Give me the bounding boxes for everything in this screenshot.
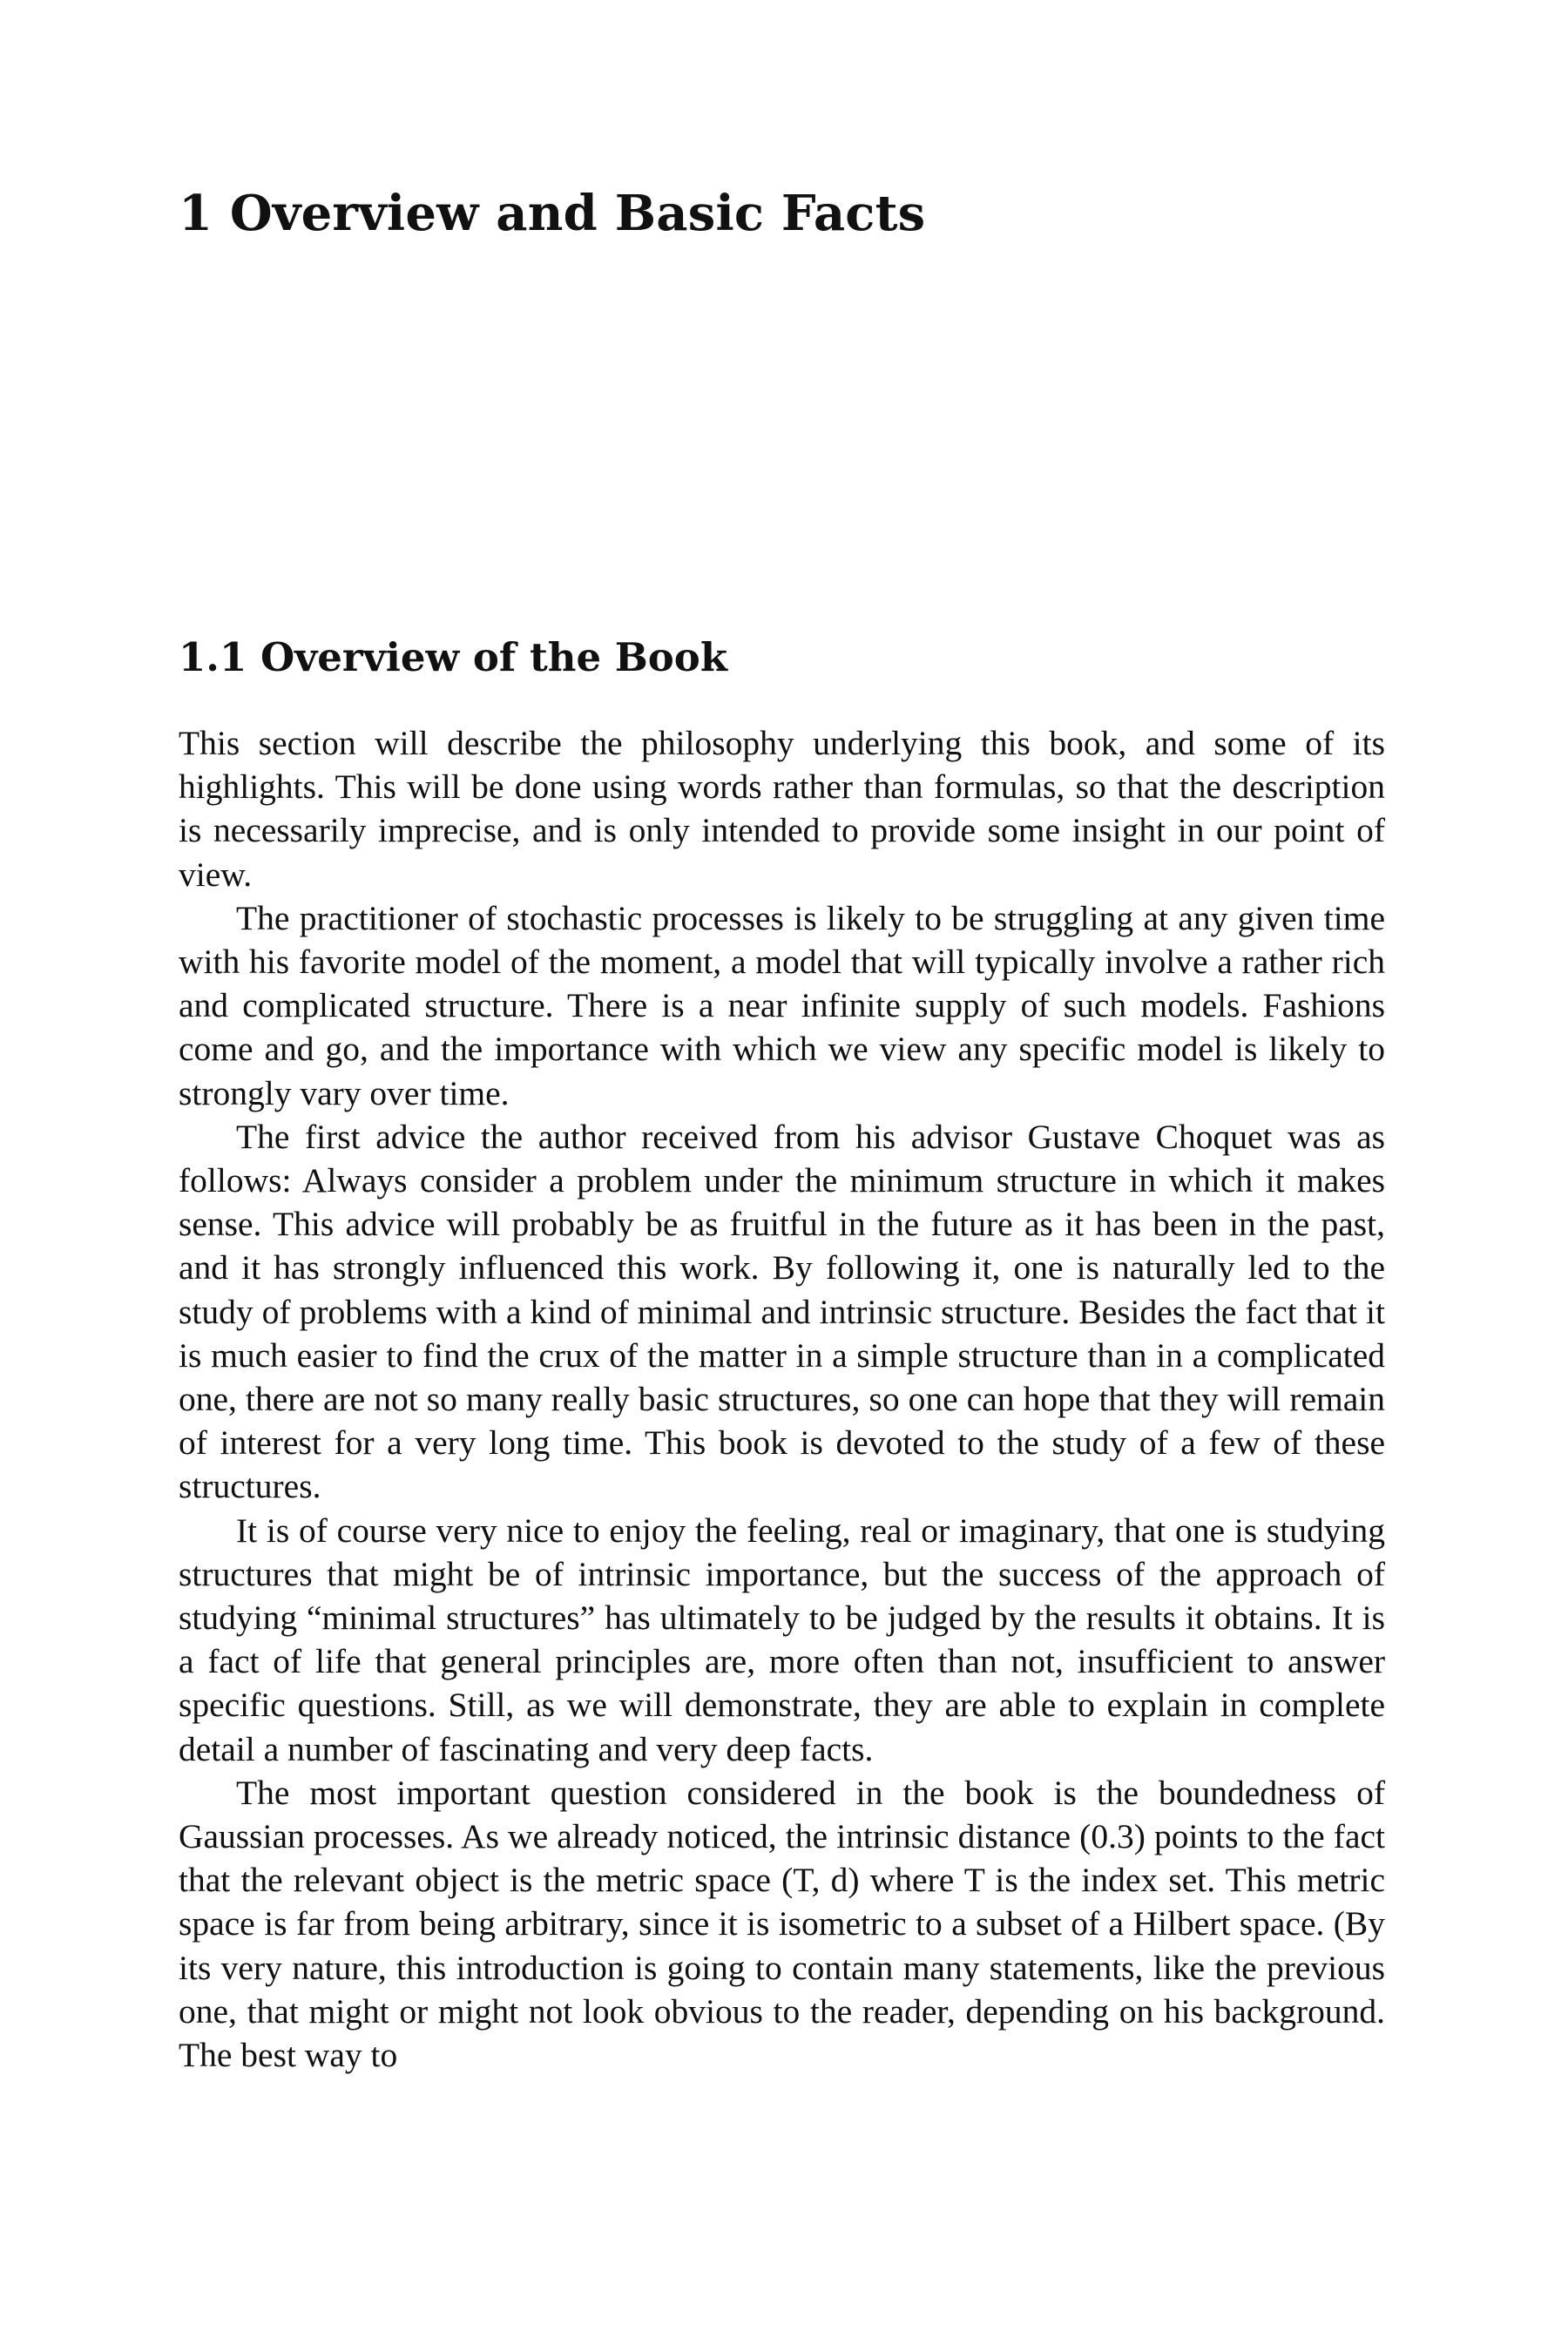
section-title: 1.1 Overview of the Book — [179, 634, 727, 680]
paragraph-gaussian-processes: The most important question considered in the book is the boundedness of Gaussian processes. As we already noticed, the intrinsic distance (0.3) points to the fact that the relevant object is the metric space (T, d) where T is the index set. This metric space is far from being arbitrary, since it is isometric to a subset of a Hilbert space. (By its very nature, this introduction is going to contain many statements, like the previous one, that might or might not look obvious to the reader, depending on his background. The best way to — [179, 1773, 1385, 2075]
paragraph-minimal-structures: It is of course very nice to enjoy the feeling, real or imaginary, that one is studying structures that might be of intrinsic importance, but the success of the approach of studying “minimal structures” has ultimately to be judged by the results it obtains. It is a fact of life that general principles are, more often than not, insufficient to answer specific questions. Still, as we will demonstrate, they are able to explain in complete detail a number of fascinating and very deep facts. — [179, 1511, 1385, 1768]
section-body — [179, 721, 1385, 2077]
chapter-title: 1 Overview and Basic Facts — [179, 185, 926, 242]
paragraph-philosophy: This section will describe the philosophy underlying this book, and some of its highlights. This will be done using words rather than formulas, so that the description is necessarily imprecise, and is only intended to provide some insight in our point of view. — [179, 724, 1385, 894]
paragraph-practitioner: The practitioner of stochastic processes is likely to be struggling at any given time with his favorite model of the moment, a model that will typically involve a rather rich and complicated structure. There is a near infinite supply of such models. Fashions come and go, and the importance with which we view any specific model is likely to strongly vary over time. — [179, 898, 1385, 1112]
paragraph-choquet-advice: The first advice the author received from his advisor Gustave Choquet was as follows: Always consider a problem under the minimum structure in which it makes sense. This advice will probably be as fruitful in the future as it has been in the past, and it has strongly influenced this work. By following it, one is naturally led to the study of problems with a kind of minimal and intrinsic structure. Besides the fact that it is much easier to find the crux of the matter in a simple structure than in a complicated one, there are not so many really basic structures, so one can hope that they will remain of interest for a very long time. This book is devoted to the study of a few of these structures. — [179, 1117, 1385, 1506]
